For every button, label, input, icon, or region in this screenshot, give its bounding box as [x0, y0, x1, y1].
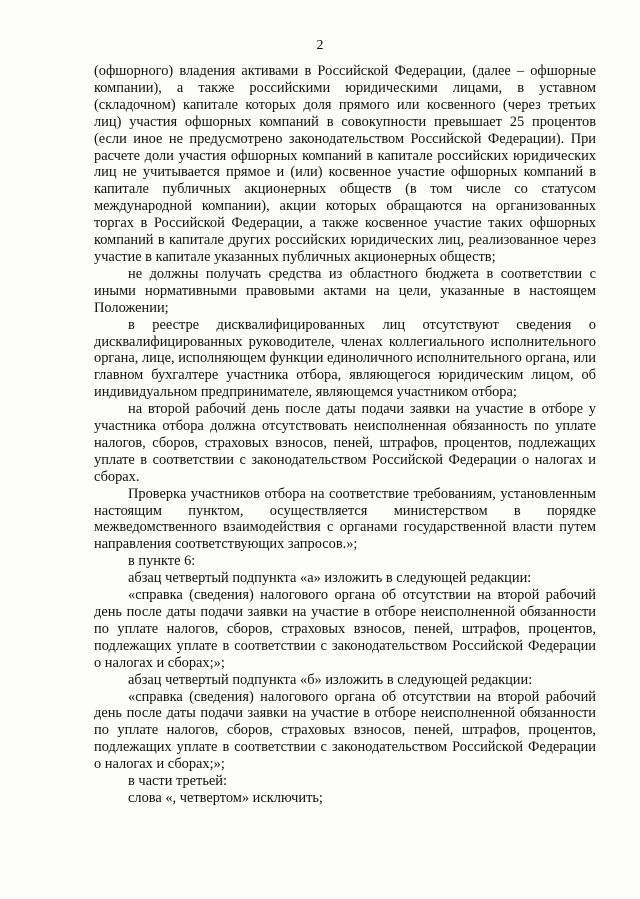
paragraph-offshore-continuation: (офшорного) владения активами в Российской Федерации, (далее – офшорные компании), а также российскими юридическими лицами, в уставном (складочном) капитале которых доля прямого или косвенного (через третьих лиц) участия офшорных компаний в совокупности превышает 25 процентов (если иное не предусмотрено законодательством Российской Федерации). При расчете доли участия офшорных компаний в капитале российских юридических лиц не учитывается прямое и (или) косвенное участие офшорных компаний в капитале публичных акционерных обществ (в том числе со статусом международной компании), акции которых обращаются на организованных торгах в Российской Федерации, а также косвенное участие таких офшорных компаний в капитале других российских юридических лиц, реализованное через участие в капитале указанных публичных акционерных обществ; — [94, 63, 596, 265]
paragraph-certificate-a: «справка (сведения) налогового органа об отсутствии на второй рабочий день после даты подачи заявки на участие в отборе неисполненной обязанности по уплате налогов, сборов, страховых взносов, пеней, штрафов, процентов, подлежащих уплате в соответствии с законодательством Российской Федерации о налогах и сборах;»; — [94, 587, 596, 671]
document-body — [94, 63, 596, 807]
paragraph-tax-obligations: на второй рабочий день после даты подачи заявки на участие в отборе у участника отбора должна отсутствовать неисполненная обязанность по уплате налогов, сборов, страховых взносов, пеней, штрафов, процентов, подлежащих уплате в соответствии с законодательством Российской Федерации о налогах и сборах. — [94, 401, 596, 485]
paragraph-certificate-b: «справка (сведения) налогового органа об отсутствии на второй рабочий день после даты подачи заявки на участие в отборе неисполненной обязанности по уплате налогов, сборов, страховых взносов, пеней, штрафов, процентов, подлежащих уплате в соответствии с законодательством Российской Федерации о налогах и сборах;»; — [94, 688, 596, 773]
paragraph-item-6: в пункте 6: — [128, 553, 196, 570]
paragraph-subitem-b: абзац четвертый подпункта «б» изложить в следующей редакции: — [128, 671, 533, 688]
paragraph-words-excluded: слова «, четвертом» исключить; — [128, 789, 323, 806]
page-number: 2 — [316, 38, 324, 53]
paragraph-part-three: в части третьей: — [128, 773, 227, 790]
paragraph-disqualified-registry: в реестре дисквалифицированных лиц отсутствуют сведения о дисквалифицированных руководителе, членах коллегиального исполнительного органа, лице, исполняющем функции единоличного исполнительного органа, или главном бухгалтере участника отбора, являющегося юридическим лицом, об индивидуальном предпринимателе, являющемся участником отбора; — [94, 316, 596, 401]
paragraph-verification: Проверка участников отбора на соответствие требованиям, установленным настоящим пунктом, осуществляется министерством в порядке межведомственного взаимодействия с органами государственной власти путем направления соответствующих запросов.»; — [94, 485, 596, 553]
paragraph-subitem-a: абзац четвертый подпункта «а» изложить в следующей редакции: — [128, 570, 532, 587]
paragraph-regional-budget: не должны получать средства из областного бюджета в соответствии с иными нормативными правовыми актами на цели, указанные в настоящем Положении; — [94, 265, 596, 316]
